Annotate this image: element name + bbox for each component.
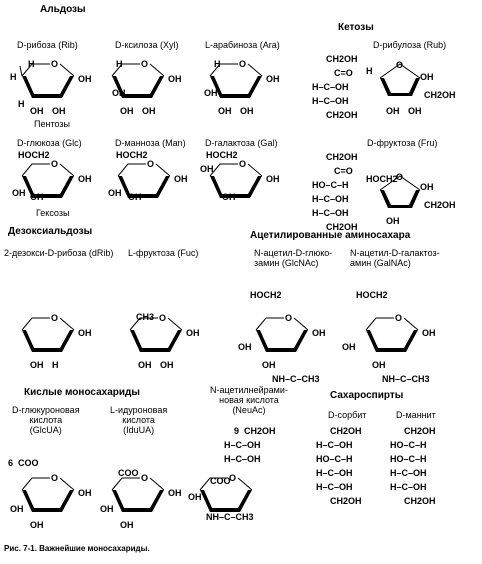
name-mannose: D-манноза (Man): [115, 138, 186, 148]
svg-text:H: H: [18, 99, 25, 109]
svg-text:H–C–OH: H–C–OH: [316, 440, 353, 450]
name-arabinose: L-арабиноза (Ara): [205, 40, 280, 50]
svg-text:COO: COO: [210, 476, 231, 486]
svg-text:H: H: [52, 360, 59, 370]
section-aldoses: Альдозы: [40, 4, 86, 15]
svg-text:OH: OH: [188, 492, 202, 502]
svg-text:OH: OH: [78, 488, 92, 498]
svg-text:OH: OH: [112, 88, 126, 98]
struct-mannitol: [390, 426, 436, 506]
svg-text:H–C–OH: H–C–OH: [312, 96, 349, 106]
struct-fucose: [130, 312, 200, 370]
group-pentoses: Пентозы: [34, 119, 70, 129]
svg-text:OH: OH: [386, 106, 400, 116]
svg-text:OH: OH: [10, 504, 24, 514]
svg-text:CH2OH: CH2OH: [424, 200, 456, 210]
svg-text:OH: OH: [168, 74, 182, 84]
name-galnac: N-ацетил-D-галактоз- амин (GalNAc): [350, 248, 440, 268]
struct-xylose: [112, 59, 182, 116]
svg-text:OH: OH: [200, 164, 214, 174]
struct-idua: [100, 468, 182, 530]
svg-text:CH2OH: CH2OH: [330, 426, 362, 436]
svg-text:CH2OH: CH2OH: [326, 152, 358, 162]
section-acetylamino: Ацетилированные аминосахара: [250, 230, 411, 241]
svg-text:H: H: [366, 66, 373, 76]
svg-text:H–C–OH: H–C–OH: [312, 82, 349, 92]
svg-text:CH3: CH3: [136, 312, 155, 322]
svg-text:HOCH2: HOCH2: [116, 150, 148, 160]
svg-text:OH: OH: [12, 188, 26, 198]
struct-mannose: [108, 150, 188, 202]
name-xylose: D-ксилоза (Xyl): [115, 40, 179, 50]
svg-text:OH: OH: [30, 360, 44, 370]
svg-text:CH2OH: CH2OH: [326, 222, 358, 232]
svg-text:HOCH2: HOCH2: [18, 150, 50, 160]
struct-galactose: [200, 150, 280, 202]
svg-text:H–C–OH: H–C–OH: [316, 468, 353, 478]
svg-text:H–C–OH: H–C–OH: [224, 440, 261, 450]
svg-text:OH: OH: [312, 328, 326, 338]
svg-text:OH: OH: [222, 192, 236, 202]
struct-arabinose: [204, 59, 280, 116]
struct-glcua: [8, 458, 92, 530]
section-deoxy: Дезоксиальдозы: [8, 226, 93, 237]
svg-text:OH: OH: [420, 182, 434, 192]
struct-ribose: [10, 59, 92, 116]
svg-text:CH2OH: CH2OH: [326, 110, 358, 120]
name-galactose: D-галактоза (Gal): [205, 138, 278, 148]
struct-glucose: [12, 150, 92, 202]
struct-galnac: [342, 290, 436, 384]
name-fructose: D-фруктоза (Fru): [367, 138, 438, 148]
svg-text:H–C–OH: H–C–OH: [312, 194, 349, 204]
struct-fructose-ring: [366, 172, 456, 226]
svg-text:OH: OH: [372, 360, 386, 370]
svg-text:OH: OH: [108, 188, 122, 198]
name-mannitol: D-маннит: [396, 410, 436, 420]
struct-sorbitol: [316, 426, 362, 506]
svg-text:HO–C–H: HO–C–H: [390, 440, 427, 450]
svg-text:OH: OH: [420, 72, 434, 82]
name-ribose: D-рибоза (Rib): [17, 40, 78, 50]
struct-ribulose-chain: [312, 54, 358, 120]
svg-text:OH: OH: [100, 504, 114, 514]
svg-text:NH–C–CH3: NH–C–CH3: [382, 374, 430, 384]
svg-text:H–C–OH: H–C–OH: [390, 482, 427, 492]
svg-text:H–C–OH: H–C–OH: [390, 468, 427, 478]
svg-text:OH: OH: [266, 74, 280, 84]
svg-text:COO: COO: [118, 468, 139, 478]
svg-text:COO: COO: [18, 458, 39, 468]
svg-text:HOCH2: HOCH2: [250, 290, 282, 300]
svg-text:H–C–OH: H–C–OH: [312, 208, 349, 218]
struct-neuac: [188, 426, 276, 522]
svg-text:HO–C–H: HO–C–H: [312, 180, 349, 190]
svg-text:CH2OH: CH2OH: [424, 90, 456, 100]
svg-text:OH: OH: [422, 328, 436, 338]
section-sugar-alcohols: Сахароспирты: [330, 390, 404, 401]
svg-text:OH: OH: [52, 106, 66, 116]
svg-text:OH: OH: [266, 174, 280, 184]
svg-text:OH: OH: [408, 106, 422, 116]
svg-text:H: H: [116, 59, 123, 69]
svg-text:OH: OH: [120, 106, 134, 116]
figure-caption: Рис. 7-1. Важнейшие моносахариды.: [4, 544, 150, 553]
svg-text:H: H: [28, 59, 35, 69]
svg-text:NH–C–CH3: NH–C–CH3: [272, 374, 320, 384]
svg-text:H: H: [10, 72, 17, 82]
svg-text:OH: OH: [78, 174, 92, 184]
svg-text:9: 9: [234, 426, 240, 436]
svg-text:O: O: [396, 60, 404, 70]
name-deoxyribose: 2-дезокси-D-рибоза (dRib): [4, 248, 114, 258]
svg-text:OH: OH: [138, 360, 152, 370]
svg-text:HOCH2: HOCH2: [356, 290, 388, 300]
svg-text:CH2OH: CH2OH: [404, 426, 436, 436]
svg-text:HOCH2: HOCH2: [366, 174, 398, 184]
svg-text:OH: OH: [30, 520, 44, 530]
struct-deoxyribose: [22, 313, 92, 370]
struct-glcnac: [238, 290, 326, 384]
svg-text:OH: OH: [168, 488, 182, 498]
svg-text:C=O: C=O: [334, 68, 353, 78]
svg-text:H–C–OH: H–C–OH: [224, 454, 261, 464]
svg-text:OH: OH: [120, 520, 134, 530]
name-sorbitol: D-сорбит: [328, 410, 367, 420]
svg-text:OH: OH: [186, 328, 200, 338]
svg-text:OH: OH: [128, 192, 142, 202]
svg-text:OH: OH: [240, 106, 254, 116]
svg-text:HOCH2: HOCH2: [206, 150, 238, 160]
struct-fructose-chain: [312, 152, 358, 232]
svg-text:HO–C–H: HO–C–H: [316, 454, 353, 464]
svg-text:O: O: [396, 172, 404, 182]
section-acids: Кислые моносахариды: [24, 387, 140, 398]
group-hexoses: Гексозы: [36, 208, 70, 218]
svg-text:OH: OH: [160, 360, 174, 370]
name-idua: L-идуроновая кислота (IduUA): [110, 405, 168, 435]
svg-text:OH: OH: [386, 216, 400, 226]
svg-text:OH: OH: [78, 328, 92, 338]
svg-text:OH: OH: [204, 88, 218, 98]
svg-text:H–C–OH: H–C–OH: [316, 482, 353, 492]
svg-text:OH: OH: [174, 174, 188, 184]
svg-text:OH: OH: [238, 342, 252, 352]
svg-text:H: H: [214, 59, 221, 69]
svg-text:CH2OH: CH2OH: [244, 426, 276, 436]
name-neuac: N-ацетилнейрами- новая кислота (NeuAc): [210, 385, 288, 415]
svg-text:HO–C–H: HO–C–H: [390, 454, 427, 464]
svg-text:CH2OH: CH2OH: [404, 496, 436, 506]
svg-text:OH: OH: [342, 342, 356, 352]
name-glcnac: N-ацетил-D-глюко- замин (GlcNAc): [254, 248, 333, 268]
name-fucose: L-фруктоза (Fuc): [128, 248, 199, 258]
name-glucose: D-глюкоза (Glc): [17, 138, 82, 148]
svg-text:C=O: C=O: [334, 166, 353, 176]
svg-text:OH: OH: [30, 192, 44, 202]
svg-text:CH2OH: CH2OH: [326, 54, 358, 64]
svg-text:OH: OH: [218, 106, 232, 116]
svg-text:CH2OH: CH2OH: [330, 496, 362, 506]
struct-ribulose-ring: [366, 60, 456, 116]
svg-text:OH: OH: [30, 106, 44, 116]
svg-text:OH: OH: [78, 74, 92, 84]
svg-text:OH: OH: [262, 360, 276, 370]
svg-text:OH: OH: [142, 106, 156, 116]
name-glcua: D-глюкуроновая кислота (GlcUA): [12, 405, 80, 435]
svg-text:NH–C–CH3: NH–C–CH3: [206, 512, 254, 522]
svg-text:6: 6: [8, 458, 14, 468]
name-ribulose: D-рибулоза (Rub): [373, 40, 447, 50]
section-ketoses: Кетозы: [338, 22, 374, 33]
